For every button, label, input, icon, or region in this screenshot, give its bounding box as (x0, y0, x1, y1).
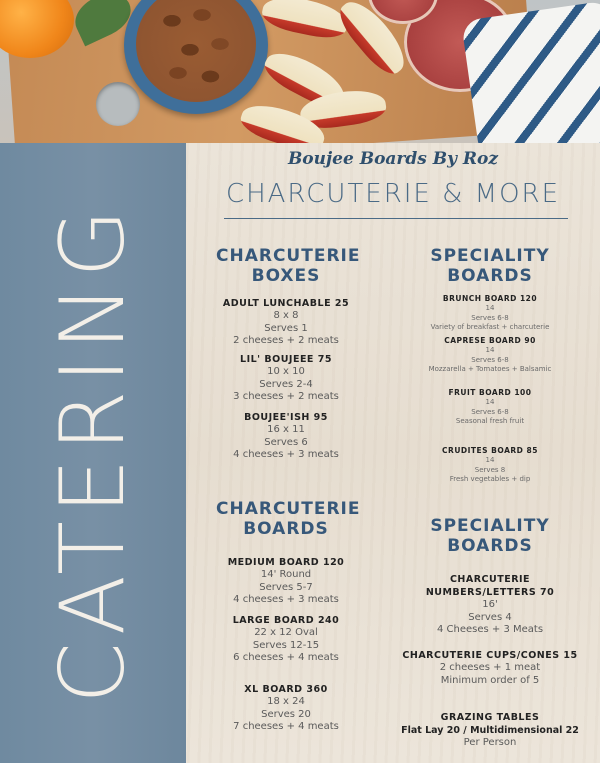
item-name: GRAZING TABLES (440, 712, 540, 723)
menu-item-brunch-board (404, 293, 576, 333)
item-name: BOUJEE'ISH 95 (244, 412, 328, 423)
striped-towel-image (461, 0, 600, 143)
section-title-line: CHARCUTERIE (216, 499, 361, 519)
item-detail: Serves 20 (261, 708, 311, 720)
menu-item-medium-board (206, 556, 366, 607)
item-detail: 10 x 10 (267, 366, 305, 377)
section-title-line: BOARDS (447, 266, 533, 286)
section-title-line: CHARCUTERIE (216, 246, 361, 266)
item-detail: 14 (485, 304, 495, 312)
menu-panel (186, 143, 600, 763)
item-detail: 2 cheeses + 1 meat (439, 662, 541, 673)
item-name: ADULT LUNCHABLE 25 (222, 298, 350, 309)
section-title-line: SPECIALITY (430, 246, 550, 266)
item-detail: Serves 8 (474, 465, 506, 474)
section-title-line: BOARDS (243, 519, 329, 539)
menu-item-boujeeish (206, 411, 366, 462)
item-detail: 22 x 12 Oval (254, 627, 318, 638)
menu-item-adult-lunchable (206, 297, 366, 348)
item-name: BRUNCH BOARD 120 (442, 294, 538, 303)
menu-item-xl-board (206, 683, 366, 734)
item-detail: 14 (485, 456, 495, 464)
item-detail: Serves 6-8 (471, 355, 509, 364)
menu-item-grazing-tables (390, 711, 590, 750)
section-title-line: BOXES (251, 266, 321, 286)
food-photo (0, 0, 600, 143)
item-name: NUMBERS/LETTERS 70 (425, 587, 555, 598)
section-title-speciality-boards (420, 246, 560, 286)
menu-item-lil-boujeee (206, 353, 366, 404)
item-detail: Serves 6 (264, 436, 308, 448)
item-detail: Serves 5-7 (259, 581, 313, 593)
section-title-line: SPECIALITY (430, 516, 550, 536)
item-name: MEDIUM BOARD 120 (227, 557, 345, 568)
menu-item-charcuterie-cups-cones (390, 649, 590, 687)
item-detail: 4 Cheeses + 3 Meats (436, 624, 544, 635)
item-name: CRUDITES BOARD 85 (442, 446, 538, 455)
item-name: CHARCUTERIE CUPS/CONES 15 (402, 650, 578, 661)
item-detail: 4 cheeses + 3 meats (233, 449, 339, 460)
item-detail: Flat Lay 20 / Multidimensional 22 (401, 725, 579, 736)
item-detail: Serves 4 (468, 611, 512, 623)
item-detail: 14 (485, 346, 495, 354)
section-title-charcuterie-boxes (216, 246, 361, 286)
item-detail: 16' (482, 599, 498, 610)
section-title-charcuterie-boards (216, 499, 361, 539)
menu-item-fruit-board (404, 387, 576, 427)
brand-name: Boujee Boards By Roz (287, 149, 499, 169)
item-detail: Mozzarella + Tomatoes + Balsamic (428, 365, 552, 373)
item-name: CAPRESE BOARD 90 (444, 336, 536, 345)
item-name: LIL' BOUJEEE 75 (240, 354, 332, 365)
item-detail: Serves 6-8 (471, 313, 509, 322)
item-name: XL BOARD 360 (244, 684, 328, 695)
item-name: CHARCUTERIE (449, 574, 531, 585)
item-detail: 4 cheeses + 3 meats (233, 594, 339, 605)
item-detail: Seasonal fresh fruit (455, 417, 525, 425)
item-detail: 14' Round (260, 569, 312, 580)
item-detail: 7 cheeses + 4 meats (233, 721, 339, 732)
item-detail: Per Person (463, 737, 517, 748)
item-detail: 14 (485, 398, 495, 406)
section-title-line: BOARDS (447, 536, 533, 556)
item-detail: Serves 6-8 (471, 407, 509, 416)
item-detail: Serves 12-15 (252, 639, 320, 651)
section-title-speciality-boards-2 (420, 516, 560, 556)
item-detail: 18 x 24 (267, 696, 305, 707)
item-detail: Serves 2-4 (259, 378, 313, 390)
item-detail: Minimum order of 5 (440, 674, 540, 686)
menu-item-crudites-board (404, 445, 576, 485)
menu-heading: CHARCUTERIE & MORE (225, 179, 561, 209)
catering-title: CATERING (41, 202, 144, 704)
item-detail: 3 cheeses + 2 meats (233, 391, 339, 402)
item-detail: 8 x 8 (273, 310, 299, 321)
item-detail: 16 x 11 (267, 424, 305, 435)
item-name: LARGE BOARD 240 (232, 615, 340, 626)
menu-item-caprese-board (404, 335, 576, 375)
item-detail: Fresh vegetables + dip (449, 475, 531, 483)
item-detail: 2 cheeses + 2 meats (233, 335, 339, 346)
item-detail: 6 cheeses + 4 meats (233, 652, 339, 663)
heading-divider (224, 218, 568, 219)
item-detail: Serves 1 (264, 322, 308, 334)
item-name: FRUIT BOARD 100 (448, 388, 532, 397)
menu-item-large-board (206, 614, 366, 665)
side-band (0, 143, 186, 763)
board-handle-hole (96, 82, 140, 126)
menu-item-charcuterie-numbers-letters (390, 573, 590, 637)
item-detail: Variety of breakfast + charcuterie (430, 323, 550, 331)
